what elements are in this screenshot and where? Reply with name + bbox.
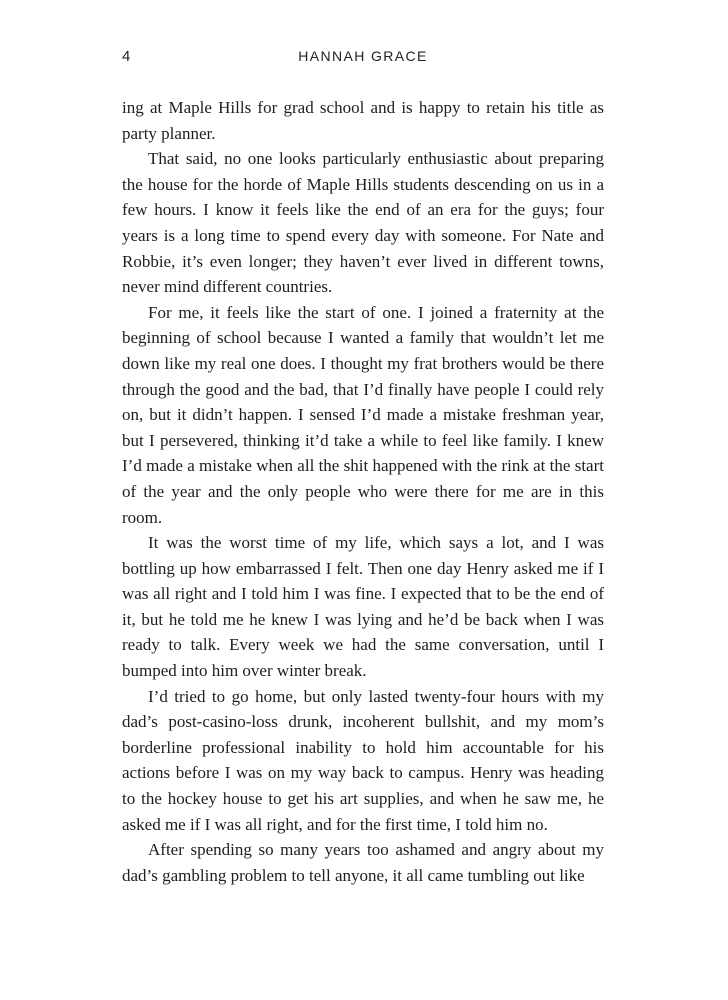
body-text <box>122 95 604 888</box>
paragraph: For me, it feels like the start of one. I joined a fraternity at the beginning of school because I wanted a family that wouldn’t let me down like my real one does. I thought my frat brothers would be there through the good and the bad, that I’d finally have people I could rely on, but it didn’t happen. I sensed I’d made a mistake freshman year, but I persevered, thinking it’d take a while to feel like family. I knew I’d made a mistake when all the shit happened with the rink at the start of the year and the only people who were there for me are in this room. <box>122 302 604 527</box>
page-number: 4 <box>122 48 131 65</box>
paragraph: After spending so many years too ashamed and angry about my dad’s gambling problem to tell anyone, it all came tumbling out like <box>122 840 604 885</box>
paragraph: ing at Maple Hills for grad school and is happy to retain his title as party planner. <box>122 98 604 143</box>
paragraph: It was the worst time of my life, which says a lot, and I was bottling up how embarrassed I felt. Then one day Henry asked me if I was all right and I told him I was fine. I expected that to be the end of it, but he told me he knew I was lying and he’d be back when I was ready to talk. Every week we had the same conversation, until I bumped into him over winter break. <box>122 533 604 681</box>
running-head-author: HANNAH GRACE <box>298 48 428 64</box>
page-header <box>122 48 604 72</box>
paragraph: That said, no one looks particularly enthusiastic about preparing the house for the horde of Maple Hills students descending on us in a few hours. I know it feels like the end of an era for the guys; four years is a long time to spend every day with someone. For Nate and Robbie, it’s even longer; they haven’t ever lived in different towns, never mind different countries. <box>122 149 604 297</box>
paragraph: I’d tried to go home, but only lasted twenty-four hours with my dad’s post-casino-loss drunk, incoherent bullshit, and my mom’s borderline professional inability to hold him accountable for his actions before I was on my way back to campus. Henry was heading to the hockey house to get his art supplies, and when he saw me, he asked me if I was all right, and for the first time, I told him no. <box>122 686 604 834</box>
